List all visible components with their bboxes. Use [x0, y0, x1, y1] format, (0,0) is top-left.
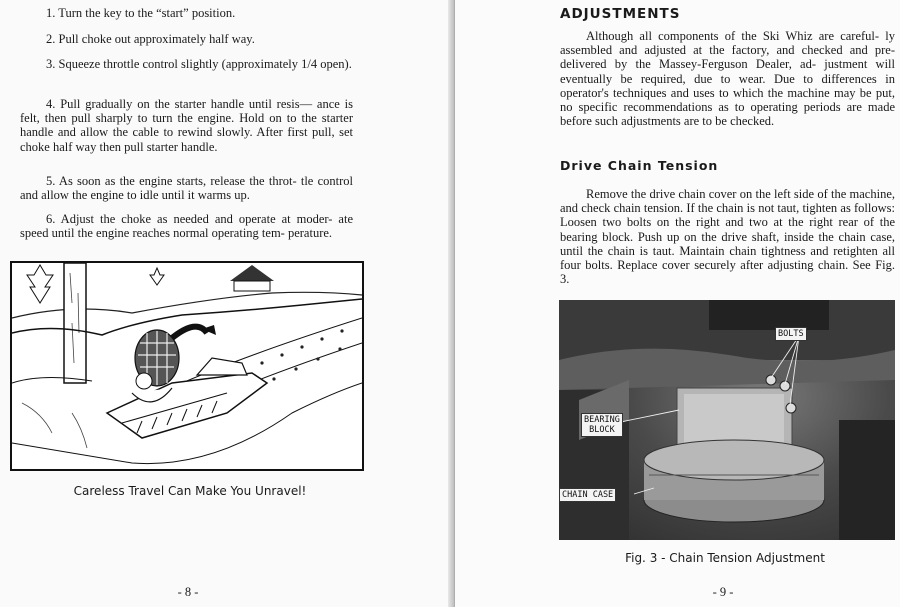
drive-chain-instructions: Remove the drive chain cover on the left side of the machine, and check chain tension. If the chain is not taut, tighten as follows: Loosen two bolts on the right and two at the right rear of the bearing block. Push up on the drive shaft, inside the chain case, until the chain is taut. Maintain chain tightness and retighten all four bolts. Replace cover securely after adjusting chain. See Fig. 3. [560, 187, 895, 287]
cartoon-drawing [12, 263, 362, 469]
chain-tension-photo [559, 300, 895, 540]
page-number-left: - 8 - [177, 585, 199, 599]
snowmobile-cartoon [10, 261, 364, 471]
section-heading: ADJUSTMENTS [560, 6, 681, 22]
step-3: 3. Squeeze throttle control slightly (approximately 1/4 open). [46, 57, 352, 71]
subsection-heading: Drive Chain Tension [560, 158, 719, 173]
step-6: 6. Adjust the choke as needed and operate at moder- ate speed until the engine reaches normal operating tem- perature. [20, 212, 353, 241]
page-number-right: - 9 - [712, 585, 734, 599]
step-1: 1. Turn the key to the “start” position. [46, 6, 236, 20]
adjustments-intro: Although all components of the Ski Whiz are careful- ly assembled and adjusted at the factory, and checked and pre-delivered by the Massey-Ferguson Dealer, ad- justment will eventually be required, due to wear. Due to differences in operator's techniques and uses to which the machine may be put, no specific recommendations as to operating periods are made before such adjustments are to be checked. [560, 29, 895, 129]
cartoon-caption: Careless Travel Can Make You Unravel! [73, 484, 307, 498]
bolts-label: BOLTS [775, 327, 807, 341]
chain-case-label: CHAIN CASE [559, 488, 616, 502]
step-4: 4. Pull gradually on the starter handle until resis— ance is felt, then pull sharply to turn the engine. Hold on to the starter handle and allow the cable to rewind slowly. After first pull, set choke half way then pull starter handle. [20, 97, 353, 154]
step-5: 5. As soon as the engine starts, release the throt- tle control and allow the engine to idle until it warms up. [20, 174, 353, 203]
figure-caption: Fig. 3 - Chain Tension Adjustment [625, 551, 825, 565]
bearing-block-label: BEARING BLOCK [581, 413, 623, 437]
right-page [455, 0, 900, 607]
step-2: 2. Pull choke out approximately half way. [46, 32, 255, 46]
